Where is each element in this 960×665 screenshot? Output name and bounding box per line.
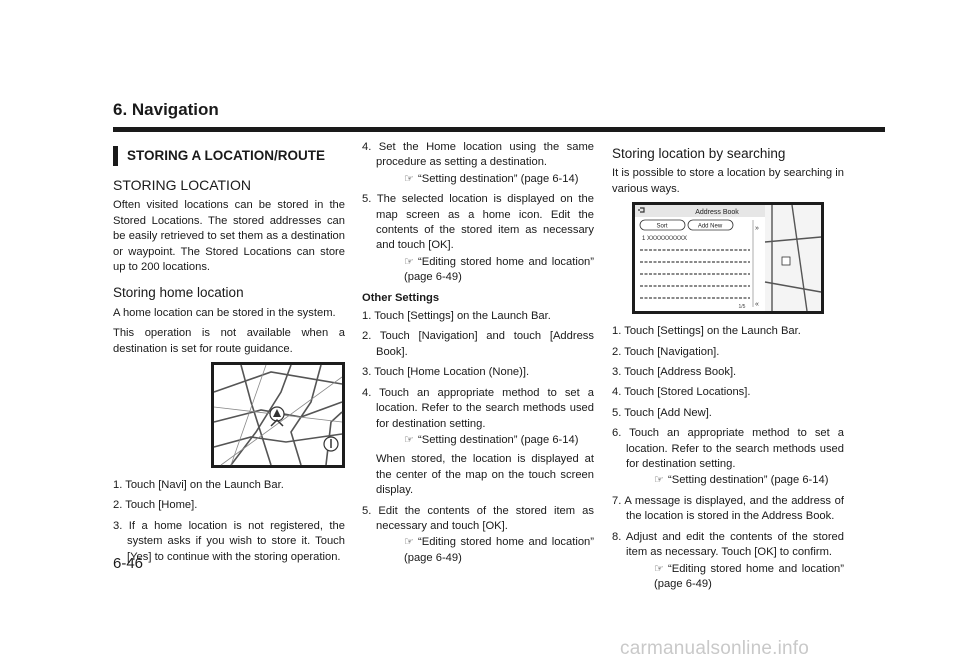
column-2 [362, 140, 594, 571]
screen-title: Address Book [695, 209, 739, 217]
address-book-screen-image [632, 202, 824, 314]
heading-storing-by-search: Storing location by searching [612, 146, 786, 161]
other-step-4 [362, 386, 594, 499]
pointing-hand-icon: ☞ [404, 536, 415, 549]
other-step-2: 2. Touch [Navigation] and touch [Address Book]. [362, 330, 594, 358]
other-step-1: 1. Touch [Settings] on the Launch Bar. [362, 310, 551, 323]
heading-storing-home: Storing home location [113, 285, 244, 301]
entry-text: 1 XXXXXXXXXX [642, 236, 688, 243]
search-step-3: 3. Touch [Address Book]. [612, 366, 737, 379]
paragraph-storing-location: Often visited locations can be stored in the Stored Locations. The stored addresses can be easily retrieved to set them as a destination or waypoint. The Stored Locations can store up to 200 locations. [113, 199, 345, 274]
reference [376, 433, 594, 448]
step-4 [362, 140, 594, 187]
search-step-8-text: 8. Adjust and edit the contents of the stored item as necessary. Touch [OK] to confirm. [612, 530, 844, 559]
reference-text: “Setting destination” (page 6-14) [668, 474, 829, 487]
paragraph-search: It is possible to store a location by searching in various ways. [612, 167, 844, 195]
paragraph-home-1: A home location can be stored in the system. [113, 306, 336, 319]
step-5-text: 5. The selected location is displayed on the map screen as a home icon. Edit the contents of the stored item as necessary and touch [OK]. [362, 193, 594, 252]
reference-text: “Editing stored home and location” (page 6-49) [404, 536, 594, 564]
step-2: 2. Touch [Home]. [113, 499, 198, 512]
reference-text: “Setting destination” (page 6-14) [418, 433, 579, 446]
svg-text:»: » [755, 225, 759, 233]
step-1: 1. Touch [Navi] on the Launch Bar. [113, 479, 284, 492]
watermark: carmanualsonline.info [620, 638, 810, 659]
reference-text: “Editing stored home and location” (page 6-49) [404, 255, 594, 284]
search-step-1: 1. Touch [Settings] on the Launch Bar. [612, 325, 801, 338]
step-note: When stored, the location is displayed at the center of the map on the touch screen display. [376, 453, 594, 497]
pointing-hand-icon: ☞ [404, 172, 415, 185]
section-title: STORING A LOCATION/ROUTE [113, 146, 345, 166]
reference [376, 255, 594, 286]
pointing-hand-icon: ☞ [654, 562, 665, 575]
reference-text: “Setting destination” (page 6-14) [418, 172, 579, 185]
other-step-4-text: 4. Touch an appropriate method to set a location. Refer to the search methods used for destination setting. [362, 386, 594, 430]
step-5 [362, 192, 594, 285]
reference [626, 473, 844, 488]
search-step-5: 5. Touch [Add New]. [612, 406, 712, 419]
paragraph-home-2: This operation is not available when a destination is set for route guidance. [113, 327, 345, 355]
page-indicator: 1/5 [738, 304, 746, 311]
step-3: 3. If a home location is not registered, the system asks if you wish to store it. Touch [Yes] to continue with the storing operation. [113, 519, 345, 563]
reference-text: “Editing stored home and location” (page 6-49) [654, 562, 844, 590]
other-step-3: 3. Touch [Home Location (None)]. [362, 366, 530, 379]
add-new-button-label: Add New [697, 223, 723, 230]
step-4-text: 4. Set the Home location using the same procedure as setting a destination. [362, 141, 594, 169]
svg-text:«: « [755, 301, 759, 309]
column-3 [612, 140, 844, 597]
other-step-5-text: 5. Edit the contents of the stored item as necessary and touch [OK]. [362, 504, 594, 532]
search-step-8 [612, 530, 844, 593]
column-1 [113, 140, 345, 570]
pointing-hand-icon: ☞ [654, 474, 665, 487]
page-number: 6-46 [113, 555, 144, 572]
reference [376, 535, 594, 566]
pointing-hand-icon: ☞ [404, 255, 415, 268]
header-rule [113, 127, 885, 132]
search-step-7: 7. A message is displayed, and the address of the location is stored in the Address Book. [612, 494, 844, 523]
chapter-title: 6. Navigation [113, 100, 219, 119]
other-settings-heading: Other Settings [362, 291, 440, 304]
map-screen-image [211, 362, 345, 468]
other-step-5 [362, 504, 594, 567]
reference [376, 172, 594, 187]
search-step-6-text: 6. Touch an appropriate method to set a location. Refer to the search methods used for destination setting. [612, 427, 844, 471]
sort-button-label: Sort [656, 223, 668, 230]
pointing-hand-icon: ☞ [404, 433, 415, 446]
search-step-4: 4. Touch [Stored Locations]. [612, 386, 751, 399]
search-step-6 [612, 426, 844, 489]
search-step-2: 2. Touch [Navigation]. [612, 345, 720, 358]
heading-storing-location: STORING LOCATION [113, 177, 251, 193]
reference [626, 562, 844, 593]
